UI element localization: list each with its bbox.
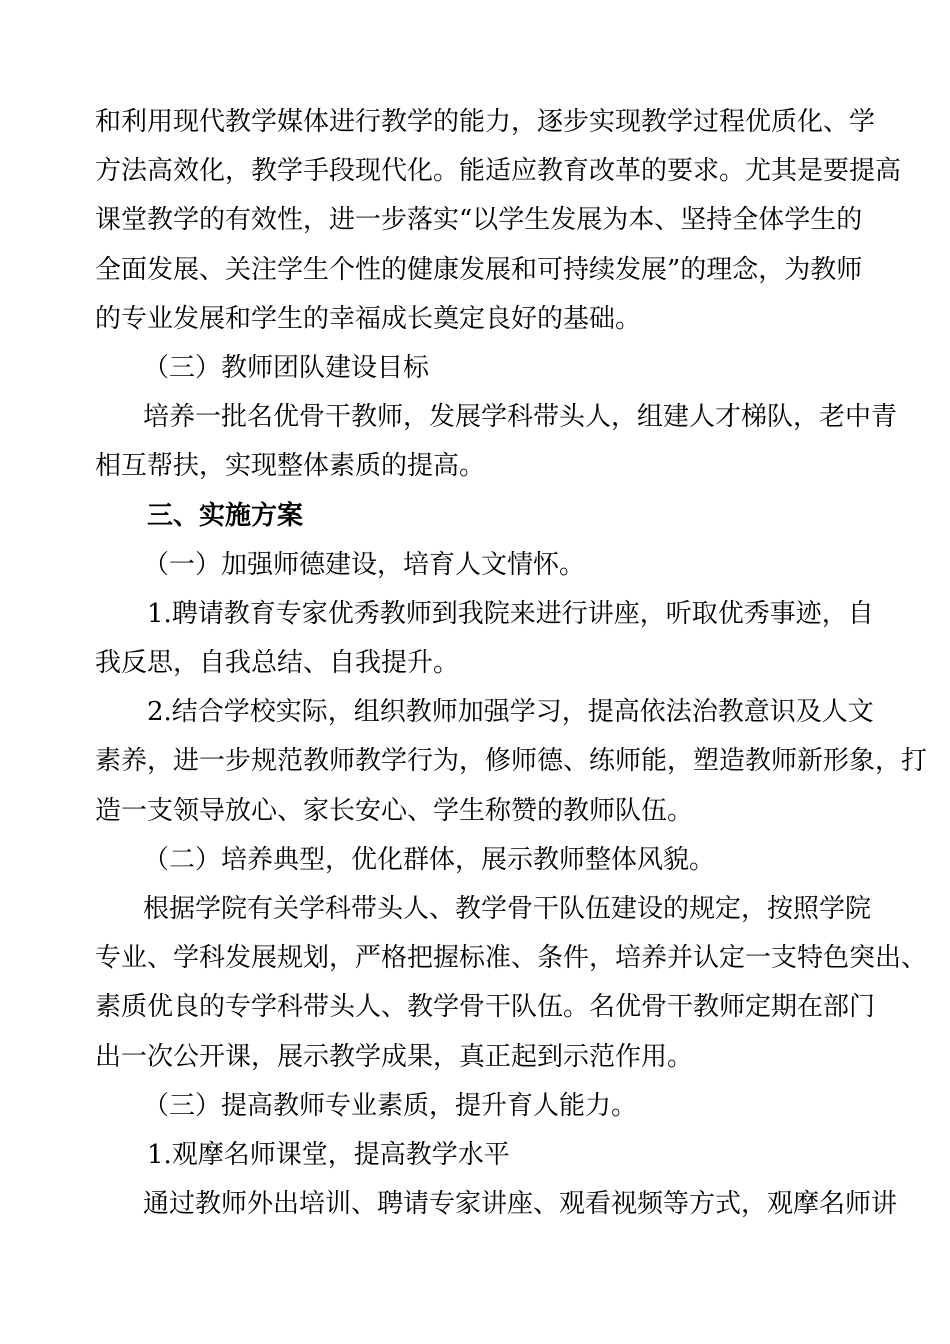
paragraph-line: 我反思，自我总结、自我提升。 xyxy=(95,648,460,679)
paragraph-line: 课堂教学的有效性，进一步落实“以学生发展为本、坚持全体学生的 xyxy=(95,205,863,236)
paragraph-line: 和利用现代教学媒体进行教学的能力，逐步实现教学过程优质化、学 xyxy=(95,107,876,137)
section-heading: 三、实施方案 xyxy=(147,500,304,531)
paragraph-line: 培养一批名优骨干教师，发展学科带头人，组建人才梯队，老中青 xyxy=(143,402,898,433)
paragraph-line: 造一支领导放心、家长安心、学生称赞的教师队伍。 xyxy=(95,795,694,826)
paragraph-line: 素养，进一步规范教师教学行为，修师德、练师能，塑造教师新形象，打 xyxy=(95,746,928,777)
numbered-item-heading: 1.观摩名师课堂，提高教学水平 xyxy=(147,1139,510,1170)
paragraph-line: 出一次公开课，展示教学成果，真正起到示范作用。 xyxy=(95,1041,694,1072)
paragraph-line: 通过教师外出培训、聘请专家讲座、观看视频等方式，观摩名师讲 xyxy=(143,1189,898,1220)
paragraph-line: 2.结合学校实际，组织教师加强学习，提高依法治教意识及人文 xyxy=(147,697,874,728)
paragraph-line: 根据学院有关学科带头人、教学骨干队伍建设的规定，按照学院 xyxy=(143,894,872,924)
section-subheading: （二）培养典型，优化群体，展示教师整体风貌。 xyxy=(143,844,716,875)
section-subheading: （三）教师团队建设目标 xyxy=(143,352,430,383)
paragraph-line: 全面发展、关注学生个性的健康发展和可持续发展”的理念，为教师 xyxy=(95,254,863,285)
section-subheading: （一）加强师德建设，培育人文情怀。 xyxy=(143,549,586,580)
paragraph-line: 素质优良的专学科带头人、教学骨干队伍。名优骨干教师定期在部门 xyxy=(95,992,876,1023)
section-subheading: （三）提高教师专业素质，提升育人能力。 xyxy=(143,1090,638,1121)
paragraph-line: 的专业发展和学生的幸福成长奠定良好的基础。 xyxy=(95,303,642,334)
document-page xyxy=(95,98,928,1229)
paragraph-line: 专业、学科发展规划，严格把握标准、条件，培养并认定一支特色突出、 xyxy=(95,943,928,974)
paragraph-line: 方法高效化，教学手段现代化。能适应教育改革的要求。尤其是要提高 xyxy=(95,156,902,187)
paragraph-line: 相互帮扶，实现整体素质的提高。 xyxy=(95,451,486,482)
paragraph-line: 1.聘请教育专家优秀教师到我院来进行讲座，听取优秀事迹，自 xyxy=(147,598,874,629)
